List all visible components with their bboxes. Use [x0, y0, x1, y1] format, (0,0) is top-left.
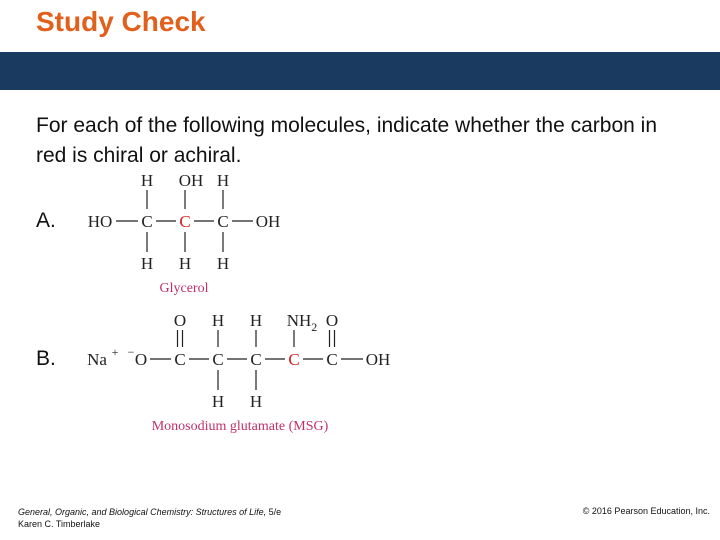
slide-title: Study Check — [36, 6, 206, 37]
book-edition: 5/e — [266, 507, 282, 517]
chiral-carbon: C — [179, 212, 191, 231]
book-title: General, Organic, and Biological Chemistry: Structures of Life, — [18, 507, 267, 517]
atom-h-bot-1: H — [140, 254, 154, 273]
charge-plus: + — [111, 345, 119, 359]
atom-ho: HO — [87, 212, 113, 231]
atom-oh-top: OH — [178, 171, 204, 190]
item-b-label: B. — [36, 347, 56, 370]
atom-c3: C — [250, 350, 262, 369]
atom-c1: C — [141, 212, 153, 231]
atom-h-top-1: H — [140, 171, 154, 190]
book-author: Karen C. Timberlake — [18, 519, 101, 529]
atom-h-bot-2: H — [178, 254, 192, 273]
msg-caption: Monosodium glutamate (MSG) — [151, 419, 329, 434]
chiral-carbon: C — [288, 350, 300, 369]
atom-o-left: O — [134, 350, 148, 369]
atom-h-top-3: H — [216, 171, 230, 190]
atom-c3: C — [217, 212, 229, 231]
atom-h-top-2: H — [211, 311, 225, 330]
atom-na: Na — [87, 350, 107, 369]
atom-c2: C — [212, 350, 224, 369]
atom-h-bot-3: H — [249, 392, 263, 411]
header-band — [0, 52, 720, 90]
atom-h-top-3: H — [249, 311, 263, 330]
atom-oh-right: OH — [255, 212, 281, 231]
atom-c1: C — [174, 350, 186, 369]
atom-o-top-1: O — [173, 311, 187, 330]
item-a-label: A. — [36, 209, 56, 232]
footer-citation — [18, 506, 281, 530]
atom-h-bot-3: H — [216, 254, 230, 273]
copyright-notice: © 2016 Pearson Education, Inc. — [582, 506, 710, 516]
glycerol-caption: Glycerol — [159, 281, 209, 296]
atom-oh-right: OH — [365, 350, 391, 369]
atom-o-top-5: O — [325, 311, 339, 330]
atom-c5: C — [326, 350, 338, 369]
charge-minus: − — [127, 345, 135, 359]
question-text: For each of the following molecules, indicate whether the carbon in red is chiral or achiral. — [36, 114, 658, 167]
atom-nh2: $NH_2$ — [286, 311, 318, 334]
msg-structure — [80, 306, 410, 438]
glycerol-structure — [80, 168, 310, 300]
atom-h-bot-2: H — [211, 392, 225, 411]
